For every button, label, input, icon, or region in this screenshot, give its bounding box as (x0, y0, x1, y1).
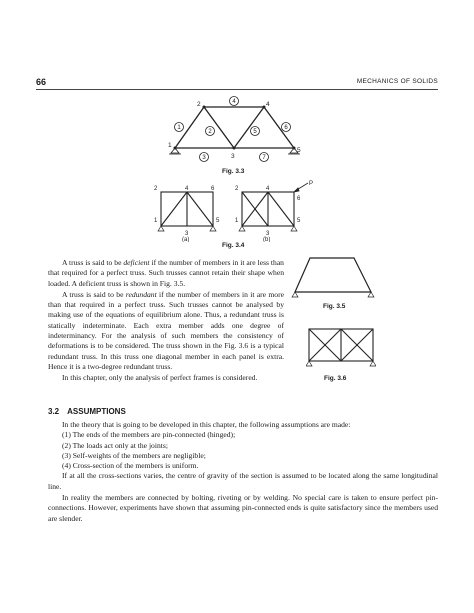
paragraph-reality: In reality the members are connected by bolting, riveting or by welding. No special care is taken to ensure perfect pin-connections. However, experiments have shown that assuming pin-connected ends is quite satisfactory since the members used are slender. (48, 493, 438, 523)
joint-label: 6 (211, 186, 215, 192)
assumptions-body (48, 420, 438, 524)
joint-label: 1 (154, 218, 158, 224)
member-number: 3 (202, 155, 206, 162)
member-number: 5 (253, 129, 257, 136)
figure-caption-3-3: Fig. 3.3 (222, 168, 245, 175)
figure-caption-3-6: Fig. 3.6 (324, 375, 347, 382)
load-arrow (294, 183, 308, 192)
figure-caption-3-5: Fig. 3.5 (323, 303, 346, 310)
joint-label: 5 (297, 147, 301, 154)
member-3-4 (234, 107, 264, 148)
joint-label: 3 (185, 231, 189, 237)
joint-label: 4 (266, 186, 270, 192)
joint-label: 5 (297, 218, 301, 224)
member-number: 4 (232, 99, 236, 106)
joint-label: 2 (235, 186, 239, 192)
subfigure-label-a: (a) (182, 237, 190, 242)
figure-3-6-redundant-truss (306, 326, 376, 368)
member-number: 7 (262, 155, 266, 162)
truss-a (161, 192, 213, 226)
paragraph-cross-section: If at all the cross-sections varies, the centre of gravity of the section is assumed to be located along the same longitudinal line. (48, 471, 438, 491)
paragraph-deficient: A truss is said to be deficient if the number of members in it are less than that required for a perfect truss. Such trusses cannot retain their shape when loaded. A deficient truss is shown in Fig. 3.5. (48, 258, 284, 288)
assumption-item: (2) The loads act only at the joints; (62, 440, 168, 450)
joint-label: 1 (235, 218, 239, 224)
joint-label: 6 (297, 196, 301, 202)
joint-label: 4 (266, 101, 270, 108)
running-header-title: MECHANICS OF SOLIDS (356, 78, 438, 85)
member-number: 1 (177, 125, 181, 132)
joint-label: 5 (216, 218, 220, 224)
figure-caption-3-4: Fig. 3.4 (222, 242, 245, 249)
load-label-p: P (309, 181, 314, 187)
assumption-item: (1) The ends of the members are pin-connected (hinged); (62, 430, 236, 440)
member-number: 2 (208, 129, 212, 136)
member-number: 6 (284, 125, 288, 132)
joint-label: 4 (185, 186, 189, 192)
left-column-text (48, 258, 284, 384)
figure-3-5-deficient-truss (288, 254, 380, 300)
header-rule (36, 89, 438, 90)
paragraph-chapter-scope: In this chapter, only the analysis of perfect frames is considered. (62, 373, 258, 383)
assumptions-intro: In the theory that is going to be developed in this chapter, the following assumptions are made: (62, 420, 351, 429)
assumption-item: (4) Cross-section of the members is uniform. (62, 461, 199, 471)
joint-label: 1 (168, 142, 172, 149)
paragraph-redundant: A truss is said to be redundant if the number of members in it are more than that required in a perfect truss. Such trusses cannot be analysed by making use of the equations of equilibrium alone. Thus, a redundant truss is statically indeterminate. Each extra member adds one degree of indeterminancy. For the analysis of such members the consistency of deformations is to be considered. The truss shown in the Fig. 3.6 is a typical redundant truss. In this truss one diagonal member in each panel is extra. Hence it is a two-degree redundant truss. (48, 289, 284, 371)
joint-label: 3 (231, 153, 235, 160)
figure-3-3-truss (160, 94, 310, 166)
joint-label: 3 (266, 231, 270, 237)
joint-label: 2 (154, 186, 158, 192)
figure-3-4-trusses (148, 180, 323, 242)
joint-label: 2 (197, 101, 201, 108)
page-number: 66 (36, 77, 47, 87)
section-heading: 3.2 ASSUMPTIONS (48, 407, 126, 416)
assumption-item: (3) Self-weights of the members are negligible; (62, 450, 206, 460)
subfigure-label-b: (b) (263, 237, 271, 242)
truss-b (242, 192, 294, 226)
